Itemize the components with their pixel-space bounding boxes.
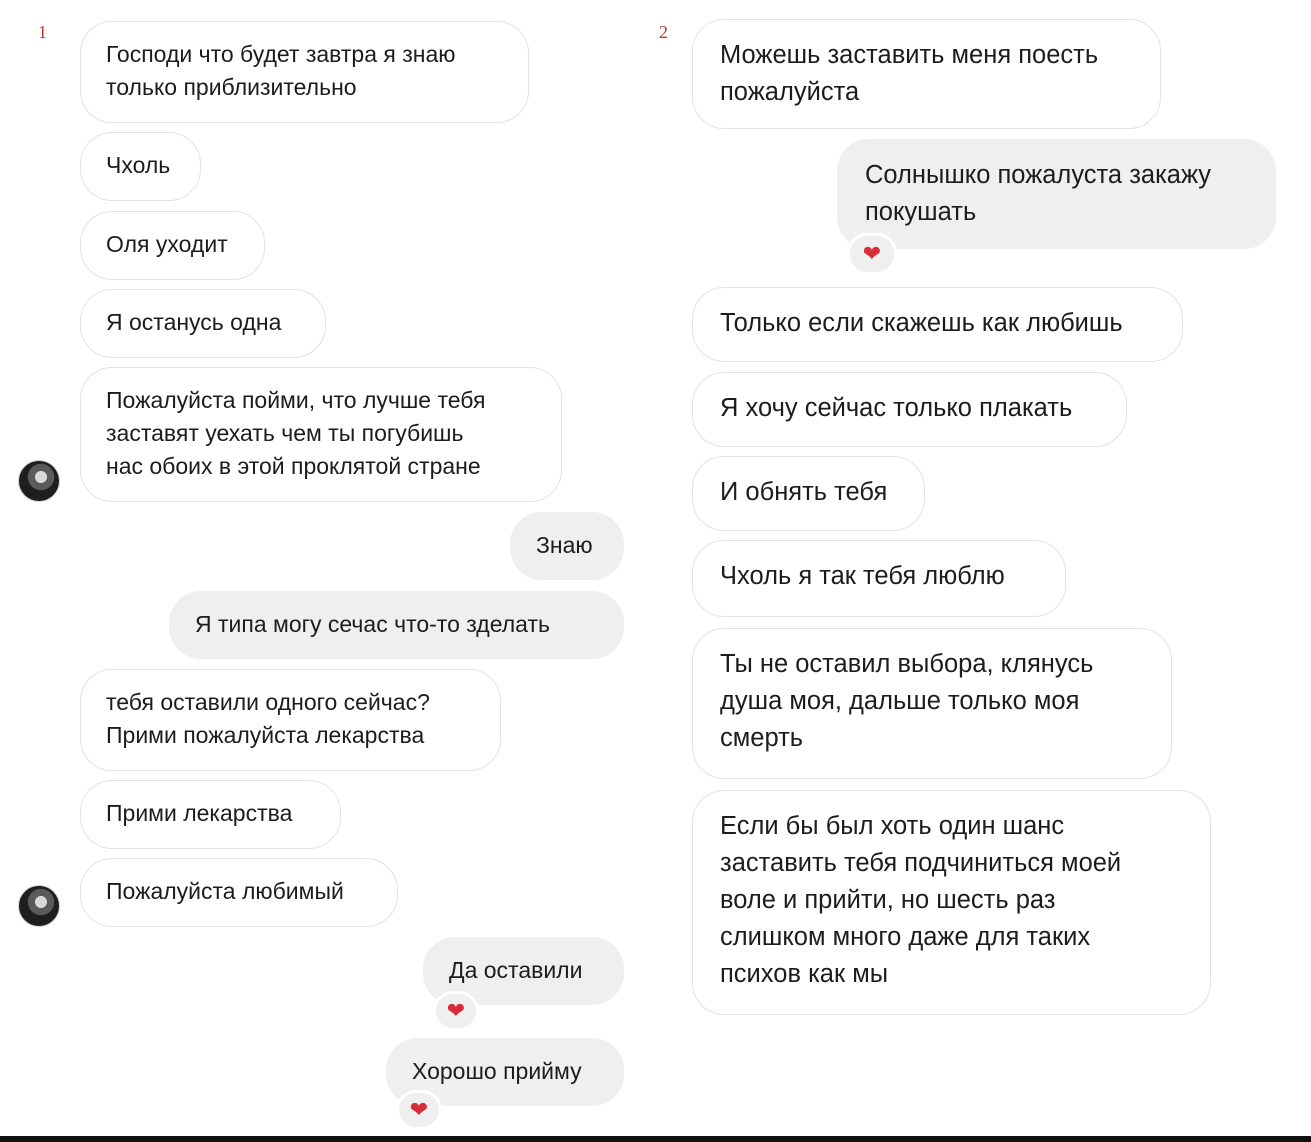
incoming-message[interactable]: Я хочу сейчас только плакать	[692, 372, 1127, 447]
bottom-divider	[0, 1136, 1311, 1142]
incoming-message[interactable]: Оля уходит	[80, 211, 265, 280]
incoming-message[interactable]: Чхоль я так тебя люблю	[692, 540, 1066, 617]
outgoing-message[interactable]: Знаю	[510, 512, 624, 580]
incoming-message[interactable]: Прими лекарства	[80, 780, 341, 849]
outgoing-message[interactable]: Я типа могу сечас что-то зделать	[169, 591, 624, 659]
outgoing-message[interactable]: Солнышко пожалуста закажу покушать	[837, 139, 1276, 249]
incoming-message[interactable]: Пожалуйста пойми, что лучше тебя заставят уехать чем ты погубишь нас обоих в этой проклятой стране	[80, 367, 562, 502]
incoming-message[interactable]: Если бы был хоть один шанс заставить тебя подчиниться моей воле и прийти, но шесть раз слишком много даже для таких психов как мы	[692, 790, 1211, 1015]
outgoing-message[interactable]: Да оставили	[423, 937, 624, 1005]
incoming-message[interactable]: Только если скажешь как любишь	[692, 287, 1183, 362]
incoming-message[interactable]: И обнять тебя	[692, 456, 925, 531]
heart-reaction-icon[interactable]: ❤	[396, 1090, 442, 1130]
outgoing-message[interactable]: Хорошо прийму	[386, 1038, 624, 1106]
heart-reaction-icon[interactable]: ❤	[433, 991, 479, 1031]
incoming-message[interactable]: Господи что будет завтра я знаю только приблизительно	[80, 21, 529, 123]
avatar[interactable]	[18, 885, 60, 927]
avatar[interactable]	[18, 460, 60, 502]
incoming-message[interactable]: Я останусь одна	[80, 289, 326, 358]
incoming-message[interactable]: тебя оставили одного сейчас? Прими пожалуйста лекарства	[80, 669, 501, 771]
incoming-message[interactable]: Пожалуйста любимый	[80, 858, 398, 927]
incoming-message[interactable]: Ты не оставил выбора, клянусь душа моя, дальше только моя смерть	[692, 628, 1172, 779]
panel-number-2: 2	[659, 22, 668, 42]
incoming-message[interactable]: Можешь заставить меня поесть пожалуйста	[692, 19, 1161, 129]
heart-reaction-icon[interactable]: ❤	[847, 233, 897, 275]
incoming-message[interactable]: Чхоль	[80, 132, 201, 201]
panel-number-1: 1	[38, 22, 47, 42]
